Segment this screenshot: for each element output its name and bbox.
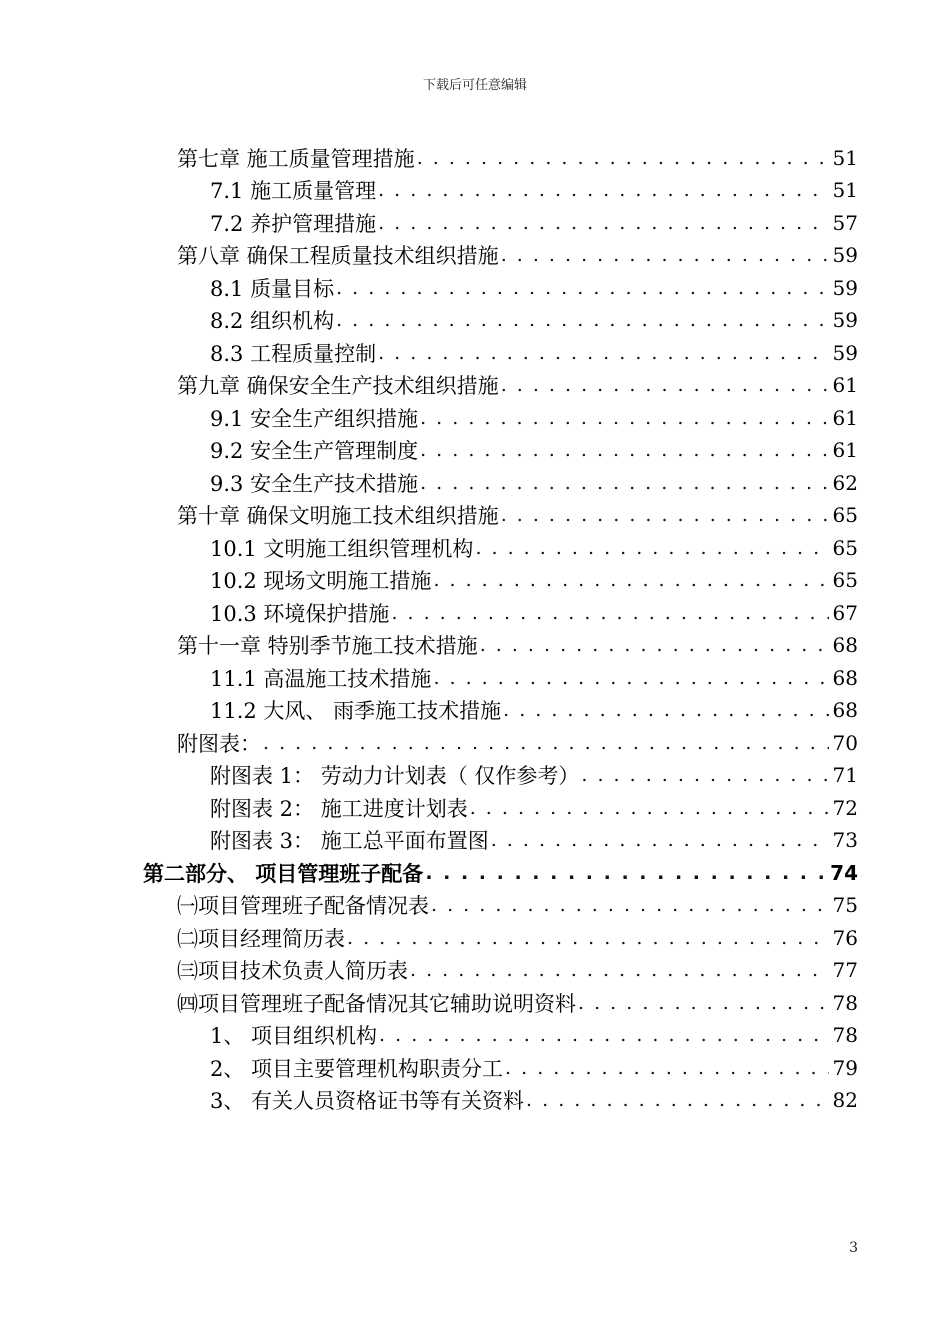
toc-page: 68 (832, 666, 858, 690)
toc-leader (491, 829, 829, 851)
toc-leader (501, 374, 829, 396)
toc-entry[interactable] (210, 272, 858, 304)
toc-leader (501, 244, 829, 266)
toc-entry[interactable] (210, 1019, 858, 1051)
toc-part-entry[interactable] (143, 857, 858, 889)
toc-page: 68 (832, 633, 858, 657)
toc-page: 59 (832, 276, 858, 300)
toc-entry[interactable] (210, 564, 858, 596)
toc-title: 第二部分、 项目管理班子配备 (143, 862, 424, 886)
toc-page: 51 (832, 178, 858, 202)
toc-page: 67 (832, 601, 858, 625)
toc-title: 8.3 工程质量控制 (210, 342, 377, 366)
toc-title: 10.3 环境保护措施 (210, 602, 390, 626)
toc-page: 74 (830, 861, 858, 885)
toc-leader (378, 179, 828, 201)
toc-title: ㈠项目管理班子配备情况表 (177, 894, 429, 918)
toc-page: 59 (832, 341, 858, 365)
toc-leader (378, 342, 828, 364)
toc-entry[interactable] (210, 1052, 858, 1084)
toc-leader (431, 894, 829, 916)
toc-entry[interactable] (210, 792, 858, 824)
toc-entry[interactable] (177, 727, 858, 759)
toc-leader (263, 732, 829, 754)
toc-title: 9.3 安全生产技术措施 (210, 472, 419, 496)
toc-entry[interactable] (210, 597, 858, 629)
toc-page: 59 (832, 243, 858, 267)
toc-leader (336, 277, 828, 299)
toc-entry[interactable] (177, 922, 858, 954)
toc-title: 附图表 2： 施工进度计划表 (210, 797, 468, 821)
toc-page: 57 (832, 211, 858, 235)
toc-entry[interactable] (177, 889, 858, 921)
toc-leader (379, 1024, 829, 1046)
toc-page: 61 (832, 373, 858, 397)
toc-leader (336, 309, 828, 331)
toc-title: 附图表： (177, 732, 261, 756)
toc-page: 65 (832, 536, 858, 560)
toc-page: 65 (832, 503, 858, 527)
toc-leader (391, 602, 828, 624)
toc-page: 82 (832, 1088, 858, 1112)
toc-leader (410, 959, 829, 981)
toc-entry[interactable] (210, 304, 858, 336)
toc-title: 9.2 安全生产管理制度 (210, 439, 419, 463)
toc-leader (420, 407, 828, 429)
toc-leader (470, 797, 829, 819)
toc-title: 1、 项目组织机构 (210, 1024, 378, 1048)
toc-entry[interactable] (210, 434, 858, 466)
toc-page: 76 (832, 926, 858, 950)
toc-page: 61 (832, 438, 858, 462)
toc-title: 11.2 大风、 雨季施工技术措施 (210, 699, 502, 723)
page-header: 下载后可任意编辑 (422, 78, 527, 93)
toc-leader (480, 634, 829, 656)
toc-title: 第八章 确保工程质量技术组织措施 (177, 244, 499, 268)
toc-leader (505, 1057, 829, 1079)
toc-title: 10.1 文明施工组织管理机构 (210, 537, 474, 561)
toc-title: 3、 有关人员资格证书等有关资料 (210, 1089, 525, 1113)
page-number: 3 (849, 1240, 858, 1256)
toc-title: ㈣项目管理班子配备情况其它辅助说明资料 (177, 992, 576, 1016)
toc-title: 第十一章 特别季节施工技术措施 (177, 634, 478, 658)
toc-entry[interactable] (177, 499, 858, 531)
toc-entry[interactable] (177, 369, 858, 401)
toc-page: 73 (832, 828, 858, 852)
toc-title: ㈢项目技术负责人简历表 (177, 959, 408, 983)
toc-title: 8.2 组织机构 (210, 309, 335, 333)
toc-page: 78 (832, 1023, 858, 1047)
toc-title: 11.1 高温施工技术措施 (210, 667, 432, 691)
toc-entry[interactable] (210, 532, 858, 564)
toc-leader (420, 472, 828, 494)
toc-page: 59 (832, 308, 858, 332)
toc-title: 第七章 施工质量管理措施 (177, 147, 415, 171)
toc-page: 72 (832, 796, 858, 820)
toc-page: 62 (832, 471, 858, 495)
toc-leader (581, 764, 828, 786)
toc-leader (378, 212, 828, 234)
toc-title: 附图表 3： 施工总平面布置图 (210, 829, 489, 853)
toc-entry[interactable] (210, 207, 858, 239)
toc-entry[interactable] (210, 467, 858, 499)
toc-leader (501, 504, 829, 526)
toc-page: 70 (832, 731, 858, 755)
toc-entry[interactable] (177, 239, 858, 271)
toc-entry[interactable] (210, 174, 858, 206)
toc-title: 2、 项目主要管理机构职责分工 (210, 1057, 504, 1081)
toc-leader (503, 699, 828, 721)
toc-leader (578, 992, 829, 1014)
toc-leader (526, 1089, 829, 1111)
toc-page: 65 (832, 568, 858, 592)
toc-entry[interactable] (177, 987, 858, 1019)
toc-title: 附图表 1： 劳动力计划表（ 仅作参考） (210, 764, 580, 788)
toc-page: 79 (832, 1056, 858, 1080)
toc-entry[interactable] (210, 824, 858, 856)
toc-entry[interactable] (177, 954, 858, 986)
toc-leader (433, 667, 828, 689)
toc-entry[interactable] (177, 142, 858, 174)
toc-page: 68 (832, 698, 858, 722)
toc-entry[interactable] (210, 337, 858, 369)
toc-leader (417, 147, 829, 169)
toc-leader (475, 537, 828, 559)
toc-title: 10.2 现场文明施工措施 (210, 569, 432, 593)
toc-page: 78 (832, 991, 858, 1015)
toc-title: 9.1 安全生产组织措施 (210, 407, 419, 431)
toc-leader (433, 569, 828, 591)
toc-title: 第九章 确保安全生产技术组织措施 (177, 374, 499, 398)
toc-leader (420, 439, 828, 461)
toc-page: 51 (832, 146, 858, 170)
toc-entry[interactable] (210, 694, 858, 726)
toc-page: 61 (832, 406, 858, 430)
toc-title: ㈡项目经理简历表 (177, 927, 345, 951)
toc-title: 第十章 确保文明施工技术组织措施 (177, 504, 499, 528)
toc-leader (347, 927, 829, 949)
toc-page: 77 (832, 958, 858, 982)
toc-entry[interactable] (210, 402, 858, 434)
toc-entry[interactable] (210, 662, 858, 694)
toc-title: 7.1 施工质量管理 (210, 179, 377, 203)
toc-page: 71 (832, 763, 858, 787)
toc-leader (425, 862, 826, 884)
toc-entry[interactable] (210, 759, 858, 791)
toc-title: 7.2 养护管理措施 (210, 212, 377, 236)
toc-title: 8.1 质量目标 (210, 277, 335, 301)
toc-page: 75 (832, 893, 858, 917)
toc-entry[interactable] (210, 1084, 858, 1116)
toc-entry[interactable] (177, 629, 858, 661)
